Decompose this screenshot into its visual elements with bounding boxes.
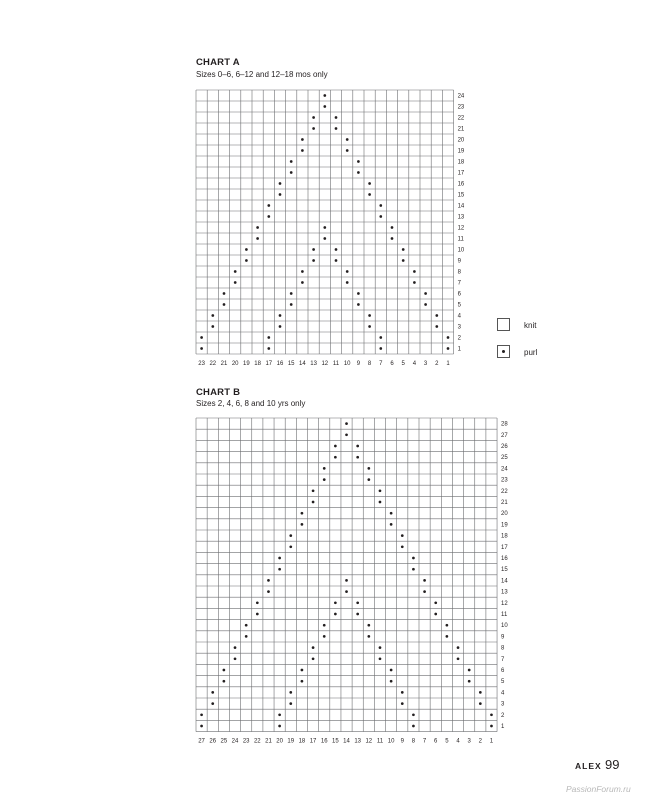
purl-stitch-dot [423, 579, 426, 582]
row-number-label: 24 [501, 466, 508, 473]
purl-stitch-dot [412, 713, 415, 716]
purl-stitch-dot [401, 702, 404, 705]
row-number-label: 22 [457, 115, 465, 122]
column-number-label: 3 [467, 738, 471, 745]
column-number-label: 17 [265, 361, 273, 367]
purl-stitch-dot [200, 725, 203, 728]
purl-stitch-dot [256, 601, 259, 604]
column-number-label: 10 [343, 361, 351, 367]
column-number-label: 2 [478, 738, 482, 745]
purl-stitch-dot [323, 467, 326, 470]
row-number-label: 10 [457, 247, 465, 254]
column-number-label: 8 [367, 361, 372, 367]
column-number-label: 14 [299, 361, 306, 367]
row-number-label: 28 [501, 421, 508, 428]
column-number-label: 7 [422, 738, 427, 745]
purl-stitch-dot [423, 590, 426, 593]
row-number-label: 25 [501, 455, 508, 462]
column-number-label: 16 [320, 738, 328, 745]
purl-stitch-dot [334, 456, 337, 459]
row-number-label: 11 [457, 236, 464, 243]
chart-b-subtitle: Sizes 2, 4, 6, 8 and 10 yrs only [196, 399, 306, 408]
row-number-label: 11 [501, 612, 508, 618]
purl-stitch-dot [223, 669, 226, 672]
purl-stitch-dot [234, 657, 237, 660]
row-number-label: 19 [457, 148, 465, 155]
column-number-label: 1 [489, 738, 494, 745]
purl-stitch-dot [367, 624, 370, 627]
purl-stitch-dot [356, 445, 359, 448]
purl-stitch-dot [379, 501, 382, 504]
column-number-label: 9 [400, 738, 404, 745]
column-number-label: 20 [276, 738, 283, 745]
row-number-label: 6 [501, 668, 505, 674]
column-number-label: 18 [254, 361, 261, 367]
row-number-label: 26 [501, 444, 508, 450]
row-number-label: 9 [457, 258, 461, 265]
purl-stitch-dot [367, 478, 370, 481]
purl-stitch-dot [334, 613, 337, 616]
purl-stitch-dot [256, 613, 259, 616]
row-number-label: 20 [457, 137, 465, 144]
purl-stitch-dot [312, 657, 315, 660]
row-number-label: 15 [457, 192, 465, 199]
purl-stitch-dot [457, 646, 460, 649]
purl-stitch-dot [367, 467, 370, 470]
purl-stitch-dot [412, 568, 415, 571]
column-number-label: 22 [253, 738, 261, 745]
purl-stitch-dot [434, 613, 437, 616]
purl-stitch-dot [211, 702, 214, 705]
row-number-label: 27 [501, 432, 508, 439]
purl-stitch-dot [446, 624, 449, 627]
row-number-label: 19 [501, 522, 508, 529]
purl-stitch-dot [289, 545, 292, 548]
purl-stitch-dot [278, 713, 281, 716]
purl-stitch-dot [345, 579, 348, 582]
purl-stitch-dot [356, 456, 359, 459]
purl-stitch-dot [334, 601, 337, 604]
row-number-label: 16 [457, 181, 465, 188]
row-number-label: 13 [457, 214, 465, 221]
column-number-label: 4 [456, 738, 460, 745]
column-number-label: 17 [309, 738, 317, 745]
purl-stitch-dot [401, 534, 404, 537]
purl-stitch-dot [323, 624, 326, 627]
row-number-label: 7 [457, 280, 461, 287]
row-number-label: 3 [457, 324, 461, 331]
row-number-label: 24 [457, 93, 465, 100]
row-number-label: 5 [457, 302, 461, 309]
chart-a-subtitle: Sizes 0–6, 6–12 and 12–18 mos only [196, 70, 328, 79]
purl-stitch-dot [200, 713, 203, 716]
purl-stitch-dot [434, 601, 437, 604]
row-number-label: 14 [457, 203, 465, 210]
row-number-label: 9 [501, 634, 505, 641]
row-number-label: 6 [457, 291, 461, 298]
column-number-label: 6 [434, 738, 438, 745]
row-number-label: 15 [501, 567, 508, 574]
column-number-label: 12 [365, 738, 373, 745]
purl-stitch-dot [345, 422, 348, 425]
column-number-label: 14 [343, 738, 350, 745]
column-number-label: 26 [209, 738, 217, 745]
column-number-label: 7 [379, 361, 383, 367]
row-number-label: 2 [457, 335, 461, 342]
row-number-label: 22 [501, 488, 508, 495]
page-number: 99 [605, 757, 620, 772]
column-number-label: 19 [287, 738, 295, 745]
purl-stitch-dot [334, 445, 337, 448]
row-number-label: 12 [501, 600, 508, 607]
purl-stitch-dot [490, 713, 493, 716]
row-number-label: 16 [501, 556, 508, 562]
column-number-label: 25 [220, 738, 228, 745]
column-number-label: 1 [446, 361, 450, 367]
column-number-label: 10 [387, 738, 395, 745]
row-number-label: 7 [501, 656, 505, 663]
purl-stitch-dot [301, 512, 304, 515]
column-number-label: 15 [332, 738, 339, 745]
column-number-label: 22 [209, 361, 217, 367]
purl-stitch-dot [267, 579, 270, 582]
purl-stitch-dot [301, 669, 304, 672]
purl-stitch-dot [234, 646, 237, 649]
column-number-label: 13 [354, 738, 362, 745]
column-number-label: 11 [332, 361, 340, 367]
column-number-label: 27 [198, 738, 205, 745]
column-number-label: 2 [435, 361, 439, 367]
purl-stitch-dot [289, 691, 292, 694]
purl-stitch-dot [390, 512, 393, 515]
column-number-label: 8 [411, 738, 416, 745]
purl-stitch-dot [457, 657, 460, 660]
row-number-label: 23 [457, 104, 465, 111]
purl-stitch-dot [245, 635, 248, 638]
purl-stitch-dot [278, 568, 281, 571]
row-number-label: 21 [501, 500, 508, 506]
column-number-label: 5 [445, 738, 449, 745]
row-number-label: 18 [457, 159, 465, 166]
row-number-label: 23 [501, 477, 508, 484]
row-number-label: 13 [501, 589, 508, 596]
row-number-label: 2 [501, 712, 505, 719]
purl-stitch-dot [390, 680, 393, 683]
purl-stitch-dot [323, 635, 326, 638]
purl-stitch-dot [278, 557, 281, 560]
purl-stitch-dot [312, 489, 315, 492]
column-number-label: 23 [242, 738, 250, 745]
row-number-label: 17 [457, 170, 465, 177]
column-number-label: 12 [321, 361, 329, 367]
purl-stitch-dot [289, 534, 292, 537]
column-number-label: 9 [356, 361, 361, 367]
chart-a-title: CHART A [196, 57, 240, 68]
purl-stitch-dot [490, 725, 493, 728]
column-number-label: 16 [276, 361, 284, 367]
row-number-label: 8 [501, 645, 505, 652]
column-number-label: 23 [198, 361, 205, 367]
row-number-label: 4 [457, 313, 461, 320]
purl-stitch-dot [479, 702, 482, 705]
purl-stitch-dot [289, 702, 292, 705]
purl-stitch-dot [379, 657, 382, 660]
legend-purl-label: purl [524, 348, 538, 357]
row-number-label: 20 [501, 511, 508, 518]
column-number-label: 4 [412, 361, 417, 367]
row-number-label: 17 [501, 544, 508, 551]
purl-stitch-dot [323, 478, 326, 481]
chart-b-title: CHART B [196, 387, 241, 398]
column-number-label: 24 [231, 738, 239, 745]
purl-stitch-dot [401, 545, 404, 548]
purl-stitch-dot [390, 669, 393, 672]
column-number-label: 18 [298, 738, 306, 745]
purl-stitch-dot [345, 433, 348, 436]
purl-stitch-dot [245, 624, 248, 627]
purl-stitch-dot [278, 725, 281, 728]
purl-stitch-dot [267, 590, 270, 593]
purl-stitch-dot [345, 590, 348, 593]
row-number-label: 3 [501, 701, 505, 708]
legend-knit-label: knit [524, 321, 537, 330]
legend-purl-swatch [497, 345, 510, 358]
column-number-label: 5 [401, 361, 405, 367]
column-number-label: 11 [376, 738, 384, 745]
column-number-label: 21 [265, 738, 272, 745]
row-number-label: 21 [457, 126, 465, 133]
column-number-label: 19 [243, 361, 250, 367]
footer-section-name: ALEX [575, 761, 602, 771]
purl-stitch-dot [367, 635, 370, 638]
purl-dot-icon [502, 350, 505, 353]
column-number-label: 15 [287, 361, 295, 367]
row-number-label: 5 [501, 679, 505, 686]
row-number-label: 18 [501, 533, 508, 540]
column-number-label: 6 [390, 361, 394, 367]
purl-stitch-dot [468, 680, 471, 683]
row-number-label: 8 [457, 269, 461, 276]
purl-stitch-dot [356, 613, 359, 616]
column-number-label: 20 [231, 361, 239, 367]
purl-stitch-dot [312, 646, 315, 649]
purl-stitch-dot [223, 680, 226, 683]
purl-stitch-dot [468, 669, 471, 672]
purl-stitch-dot [479, 691, 482, 694]
purl-stitch-dot [301, 523, 304, 526]
purl-stitch-dot [446, 635, 449, 638]
row-number-label: 1 [457, 346, 461, 353]
purl-stitch-dot [211, 691, 214, 694]
row-number-label: 14 [501, 578, 508, 585]
column-number-label: 13 [310, 361, 317, 367]
purl-stitch-dot [379, 489, 382, 492]
purl-stitch-dot [401, 691, 404, 694]
row-number-label: 12 [457, 225, 465, 232]
purl-stitch-dot [379, 646, 382, 649]
column-number-label: 21 [220, 361, 228, 367]
purl-stitch-dot [390, 523, 393, 526]
purl-stitch-dot [301, 680, 304, 683]
purl-stitch-dot [412, 725, 415, 728]
purl-stitch-dot [312, 501, 315, 504]
legend-knit-swatch [497, 318, 510, 331]
row-number-label: 1 [501, 724, 505, 730]
row-number-label: 4 [501, 690, 505, 697]
watermark: PassionForum.ru [566, 784, 631, 794]
purl-stitch-dot [412, 557, 415, 560]
purl-stitch-dot [356, 601, 359, 604]
row-number-label: 10 [501, 623, 508, 630]
column-number-label: 3 [423, 361, 428, 367]
